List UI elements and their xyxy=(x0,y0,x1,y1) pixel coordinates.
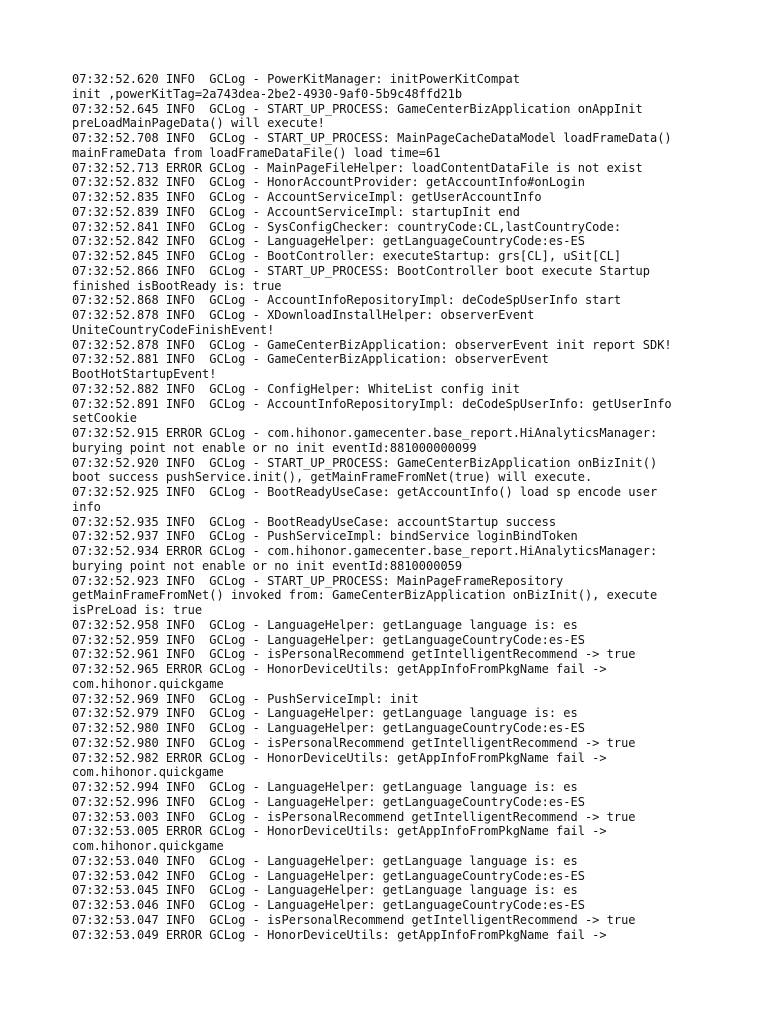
log-line: 07:32:53.045 INFO GCLog - LanguageHelper: getLanguage language is: es xyxy=(72,883,578,898)
log-line: 07:32:53.005 ERROR GCLog - HonorDeviceUtils: getAppInfoFromPkgName fail -> xyxy=(72,824,607,839)
log-line: 07:32:52.891 INFO GCLog - AccountInfoRepositoryImpl: deCodeSpUserInfo: getUserInfo xyxy=(72,396,672,411)
log-line: 07:32:52.980 INFO GCLog - isPersonalRecommend getIntelligentRecommend -> true xyxy=(72,735,636,750)
log-line: 07:32:52.996 INFO GCLog - LanguageHelper: getLanguageCountryCode:es-ES xyxy=(72,794,585,809)
log-line: com.hihonor.quickgame xyxy=(72,839,224,853)
log-line: 07:32:52.878 INFO GCLog - XDownloadInstallHelper: observerEvent xyxy=(72,308,535,322)
log-line: 07:32:53.049 ERROR GCLog - HonorDeviceUtils: getAppInfoFromPkgName fail -> xyxy=(72,927,607,942)
log-line: 07:32:52.969 INFO GCLog - PushServiceImpl: init xyxy=(72,691,419,706)
log-line: 07:32:52.934 ERROR GCLog - com.hihonor.gamecenter.base_report.HiAnalyticsManager: xyxy=(72,544,658,558)
log-line: isPreLoad is: true xyxy=(72,603,203,617)
log-line: 07:32:52.845 INFO GCLog - BootController: executeStartup: grs[CL], uSit[CL] xyxy=(72,249,622,263)
log-line: boot success pushService.init(), getMainFrameFromNet(true) will execute. xyxy=(72,470,593,485)
log-line: 07:32:52.961 INFO GCLog - isPersonalRecommend getIntelligentRecommend -> true xyxy=(72,647,636,662)
log-document xyxy=(72,72,712,942)
log-line: mainFrameData from loadFrameDataFile() load time=61 xyxy=(72,145,441,160)
log-line: BootHotStartupEvent! xyxy=(72,367,217,381)
log-line: preLoadMainPageData() will execute! xyxy=(72,116,325,131)
log-line: 07:32:53.047 INFO GCLog - isPersonalRecommend getIntelligentRecommend -> true xyxy=(72,912,636,927)
log-line: info xyxy=(72,499,101,514)
log-line: 07:32:52.842 INFO GCLog - LanguageHelper: getLanguageCountryCode:es-ES xyxy=(72,234,585,249)
log-line: 07:32:52.620 INFO GCLog - PowerKitManager: initPowerKitCompat xyxy=(72,72,520,86)
log-line: 07:32:52.923 INFO GCLog - START_UP_PROCESS: MainPageFrameRepository xyxy=(72,573,564,588)
log-line: 07:32:52.980 INFO GCLog - LanguageHelper: getLanguageCountryCode:es-ES xyxy=(72,721,585,735)
log-line: 07:32:52.920 INFO GCLog - START_UP_PROCESS: GameCenterBizApplication onBizInit() xyxy=(72,455,658,470)
log-line: init ,powerKitTag=2a743dea-2be2-4930-9af0-5b9c48ffd21b xyxy=(72,86,463,101)
log-line: 07:32:52.959 INFO GCLog - LanguageHelper: getLanguageCountryCode:es-ES xyxy=(72,632,585,647)
log-line: com.hihonor.quickgame xyxy=(72,676,224,691)
log-line: 07:32:52.915 ERROR GCLog - com.hihonor.gamecenter.base_report.HiAnalyticsManager: xyxy=(72,426,658,440)
log-line: 07:32:52.878 INFO GCLog - GameCenterBizApplication: observerEvent init report SDK! xyxy=(72,337,672,352)
log-line: 07:32:52.925 INFO GCLog - BootReadyUseCase: getAccountInfo() load sp encode user xyxy=(72,485,658,499)
log-line: 07:32:52.866 INFO GCLog - START_UP_PROCESS: BootController boot execute Startup xyxy=(72,263,650,278)
log-line: 07:32:53.042 INFO GCLog - LanguageHelper: getLanguageCountryCode:es-ES xyxy=(72,868,585,883)
log-line: 07:32:52.841 INFO GCLog - SysConfigChecker: countryCode:CL,lastCountryCode: xyxy=(72,219,622,234)
log-line: 07:32:52.868 INFO GCLog - AccountInfoRepositoryImpl: deCodeSpUserInfo start xyxy=(72,293,622,308)
log-line: 07:32:52.832 INFO GCLog - HonorAccountProvider: getAccountInfo#onLogin xyxy=(72,175,585,190)
log-line: 07:32:52.713 ERROR GCLog - MainPageFileHelper: loadContentDataFile is not exist xyxy=(72,160,643,175)
log-line: setCookie xyxy=(72,411,138,426)
log-line: 07:32:52.965 ERROR GCLog - HonorDeviceUtils: getAppInfoFromPkgName fail -> xyxy=(72,662,607,676)
log-line: 07:32:52.645 INFO GCLog - START_UP_PROCESS: GameCenterBizApplication onAppInit xyxy=(72,101,643,116)
log-line: 07:32:52.994 INFO GCLog - LanguageHelper: getLanguage language is: es xyxy=(72,780,578,794)
log-line: 07:32:52.835 INFO GCLog - AccountServiceImpl: getUserAccountInfo xyxy=(72,190,542,204)
log-line: 07:32:52.708 INFO GCLog - START_UP_PROCESS: MainPageCacheDataModel loadFrameData() xyxy=(72,131,672,145)
log-line: 07:32:52.937 INFO GCLog - PushServiceImpl: bindService loginBindToken xyxy=(72,529,578,544)
log-line: finished isBootReady is: true xyxy=(72,278,282,293)
log-line: 07:32:52.982 ERROR GCLog - HonorDeviceUtils: getAppInfoFromPkgName fail -> xyxy=(72,750,607,765)
log-line: burying point not enable or no init eventId:881000000099 xyxy=(72,440,477,455)
log-line: burying point not enable or no init eventId:8810000059 xyxy=(72,558,463,573)
log-line: getMainFrameFromNet() invoked from: GameCenterBizApplication onBizInit(), execute xyxy=(72,588,658,603)
log-line: 07:32:52.935 INFO GCLog - BootReadyUseCase: accountStartup success xyxy=(72,514,557,529)
log-line: 07:32:53.046 INFO GCLog - LanguageHelper: getLanguageCountryCode:es-ES xyxy=(72,898,585,912)
log-line: 07:32:52.881 INFO GCLog - GameCenterBizApplication: observerEvent xyxy=(72,352,549,367)
log-line: 07:32:53.040 INFO GCLog - LanguageHelper: getLanguage language is: es xyxy=(72,853,578,868)
log-line: 07:32:53.003 INFO GCLog - isPersonalRecommend getIntelligentRecommend -> true xyxy=(72,809,636,824)
log-line: com.hihonor.quickgame xyxy=(72,765,224,780)
log-line: 07:32:52.882 INFO GCLog - ConfigHelper: WhiteList config init xyxy=(72,381,520,396)
log-line: 07:32:52.958 INFO GCLog - LanguageHelper: getLanguage language is: es xyxy=(72,617,578,632)
log-line: 07:32:52.839 INFO GCLog - AccountServiceImpl: startupInit end xyxy=(72,204,520,219)
log-line: UniteCountryCodeFinishEvent! xyxy=(72,322,275,337)
log-line: 07:32:52.979 INFO GCLog - LanguageHelper: getLanguage language is: es xyxy=(72,706,578,721)
